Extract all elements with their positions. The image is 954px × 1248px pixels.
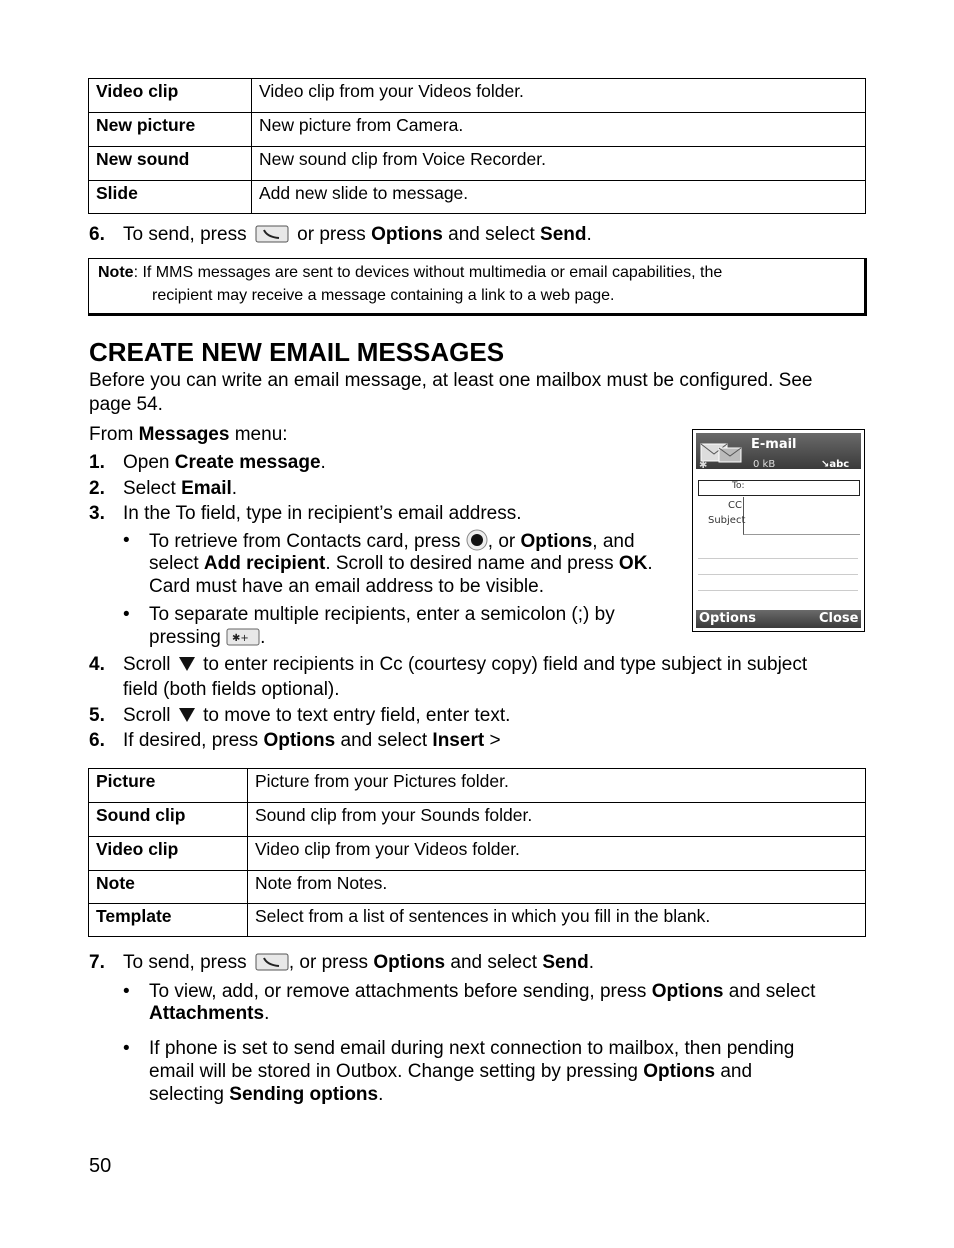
- step-number: 2.: [89, 478, 105, 499]
- table-row: [89, 871, 866, 904]
- text-part: select: [149, 553, 199, 574]
- step-text: [123, 451, 326, 474]
- table-row: [89, 837, 866, 871]
- phone-title: E-mail: [751, 437, 797, 452]
- step-text-line-2: field (both fields optional).: [123, 679, 340, 700]
- bullet-line-2: [149, 626, 265, 649]
- intro-line-2: page 54.: [89, 394, 163, 415]
- ok-label: OK: [618, 553, 648, 574]
- step-text: In the To field, type in recipient’s email address.: [123, 503, 522, 524]
- options-softkey[interactable]: Options: [699, 611, 756, 626]
- step-text-part: To send, press: [123, 224, 247, 245]
- bullet-line-1: If phone is set to send email during next connection to mailbox, then pending: [149, 1038, 795, 1059]
- svg-text:✱+: ✱+: [232, 633, 249, 644]
- step-text-part: .: [586, 224, 592, 245]
- message-size: 0 kB: [753, 459, 776, 470]
- step-number: 6.: [89, 224, 105, 245]
- send-key-icon: [255, 953, 289, 971]
- subject-label: Subject: [708, 515, 746, 526]
- options-label: Options: [643, 1061, 716, 1082]
- table-cell-desc: Note from Notes.: [248, 871, 866, 904]
- text-part: Scroll: [123, 705, 171, 726]
- step-number: 1.: [89, 452, 105, 473]
- table-cell-desc: Add new slide to message.: [252, 181, 866, 214]
- text-part: , or press: [288, 952, 369, 973]
- bullet-line-3: Card must have an email address to be visible.: [149, 576, 544, 597]
- table-cell-desc: Video clip from your Videos folder.: [252, 79, 866, 113]
- table-cell-desc: Video clip from your Videos folder.: [248, 837, 866, 871]
- text-part: If desired, press: [123, 730, 259, 751]
- insert-label: Insert: [432, 730, 485, 751]
- table-cell-item: Picture: [89, 769, 248, 803]
- table-cell-item: Video clip: [89, 837, 248, 871]
- step-number: 6.: [89, 730, 105, 751]
- text-part: .: [260, 627, 266, 648]
- cc-subject-fields[interactable]: [743, 497, 860, 535]
- note-label: Note: [98, 264, 134, 281]
- text-part: email will be stored in Outbox. Change setting by pressing: [149, 1061, 638, 1082]
- text-part: to move to text entry field, enter text.: [203, 705, 511, 726]
- insert-table-email: [88, 768, 866, 937]
- step-number: 5.: [89, 705, 105, 726]
- input-mode-label: abc: [829, 459, 850, 470]
- step-text: [123, 729, 501, 752]
- messages-label: Messages: [138, 424, 230, 445]
- table-row: [89, 769, 866, 803]
- table-cell-item: Sound clip: [89, 803, 248, 837]
- bullet-line-2: [149, 1002, 269, 1025]
- table-row: [89, 79, 866, 113]
- options-label: Options: [371, 224, 443, 245]
- note-line-1: [98, 262, 722, 284]
- options-label: Options: [651, 981, 724, 1002]
- page-number: 50: [89, 1155, 112, 1177]
- text-part: selecting: [149, 1084, 224, 1105]
- cc-label: CC: [728, 500, 742, 511]
- text-part: .: [378, 1084, 384, 1105]
- bullet: •: [123, 530, 130, 551]
- table-cell-item: Template: [89, 904, 248, 937]
- table-cell-item: Video clip: [89, 79, 252, 113]
- from-menu-line: [89, 423, 288, 446]
- table-cell-desc: Sound clip from your Sounds folder.: [248, 803, 866, 837]
- to-label: To:: [732, 481, 745, 491]
- scroll-down-icon: [178, 707, 196, 723]
- note-text: : If MMS messages are sent to devices without multimedia or email capabilities, the: [133, 264, 723, 281]
- bullet-line-1: [149, 980, 815, 1003]
- section-heading: CREATE NEW EMAIL MESSAGES: [89, 337, 505, 367]
- text-part: Select: [123, 478, 176, 499]
- step-text-line-1: [123, 653, 807, 676]
- bullet-line-3: [149, 1083, 383, 1106]
- create-message-label: Create message: [174, 452, 321, 473]
- antenna-icon: ✱: [699, 460, 708, 471]
- text-part: .: [264, 1003, 270, 1024]
- bullet: •: [123, 981, 130, 1002]
- text-part: to enter recipients in Cc (courtesy copy) field and type subject in subject: [203, 654, 808, 675]
- text-part: menu:: [234, 424, 288, 445]
- table-row: [89, 113, 866, 147]
- send-label: Send: [542, 952, 589, 973]
- scroll-down-icon: [178, 656, 196, 672]
- text-part: From: [89, 424, 134, 445]
- step-text: [123, 951, 594, 974]
- table-row: [89, 803, 866, 837]
- note-box: [88, 258, 867, 316]
- text-part: , and: [592, 531, 635, 552]
- table-row: [89, 147, 866, 181]
- text-part: pressing: [149, 627, 221, 648]
- table-row: [89, 904, 866, 937]
- text-line: [698, 574, 858, 575]
- text-part: and select: [450, 952, 538, 973]
- text-part: To view, add, or remove attachments before sending, press: [149, 981, 647, 1002]
- text-part: To retrieve from Contacts card, press: [149, 531, 461, 552]
- text-line: [698, 590, 858, 591]
- text-part: and select: [728, 981, 816, 1002]
- step-text: [123, 223, 592, 246]
- star-key-icon: [226, 628, 260, 646]
- step-text: [123, 704, 510, 727]
- table-row: [89, 181, 866, 214]
- note-line-2: recipient may receive a message containing a link to a web page.: [152, 287, 615, 304]
- bullet: •: [123, 1038, 130, 1059]
- table-cell-desc: Select from a list of sentences in which you fill in the blank.: [248, 904, 866, 937]
- bullet: •: [123, 604, 130, 625]
- text-part: Scroll: [123, 654, 171, 675]
- send-label: Send: [540, 224, 587, 245]
- table-cell-item: Slide: [89, 181, 252, 214]
- sending-options-label: Sending options: [229, 1084, 379, 1105]
- text-part: . Scroll to desired name and press: [325, 553, 614, 574]
- bullet-line-1: To separate multiple recipients, enter a semicolon (;) by: [149, 604, 615, 625]
- text-line: [698, 558, 858, 559]
- table-cell-desc: New picture from Camera.: [252, 113, 866, 147]
- text-part: Open: [123, 452, 170, 473]
- input-mode: [821, 459, 849, 470]
- bullet-line-1: [149, 529, 635, 553]
- text-part: , or: [487, 531, 516, 552]
- table-cell-item: New sound: [89, 147, 252, 181]
- close-softkey[interactable]: Close: [819, 611, 859, 626]
- pen-icon: ↘: [821, 459, 830, 470]
- insert-table-mms: [88, 78, 866, 214]
- attachments-label: Attachments: [149, 1003, 265, 1024]
- phone-screen-image: [692, 429, 865, 632]
- text-part: To send, press: [123, 952, 247, 973]
- text-part: .: [647, 553, 653, 574]
- to-field[interactable]: [698, 480, 860, 496]
- step-number: 3.: [89, 503, 105, 524]
- text-part: .: [320, 452, 326, 473]
- text-part: .: [231, 478, 238, 499]
- table-cell-item: New picture: [89, 113, 252, 147]
- joystick-icon: [466, 529, 488, 551]
- bullet-line-2: [149, 1060, 752, 1083]
- step-text-part: or press: [297, 224, 366, 245]
- text-part: .: [588, 952, 595, 973]
- text-part: and: [720, 1061, 753, 1082]
- table-cell-desc: New sound clip from Voice Recorder.: [252, 147, 866, 181]
- text-part: >: [489, 730, 501, 751]
- step-number: 7.: [89, 952, 105, 973]
- table-cell-desc: Picture from your Pictures folder.: [248, 769, 866, 803]
- step-text: [123, 477, 237, 500]
- text-part: and select: [340, 730, 428, 751]
- add-recipient-label: Add recipient: [203, 553, 326, 574]
- table-cell-item: Note: [89, 871, 248, 904]
- options-label: Options: [520, 531, 593, 552]
- step-number: 4.: [89, 654, 105, 675]
- options-label: Options: [263, 730, 336, 751]
- send-key-icon: [255, 225, 289, 243]
- bullet-line-2: [149, 552, 653, 575]
- email-label: Email: [181, 478, 232, 499]
- intro-line-1: Before you can write an email message, at least one mailbox must be configured. See: [89, 370, 813, 391]
- options-label: Options: [373, 952, 446, 973]
- step-text-part: and select: [448, 224, 535, 245]
